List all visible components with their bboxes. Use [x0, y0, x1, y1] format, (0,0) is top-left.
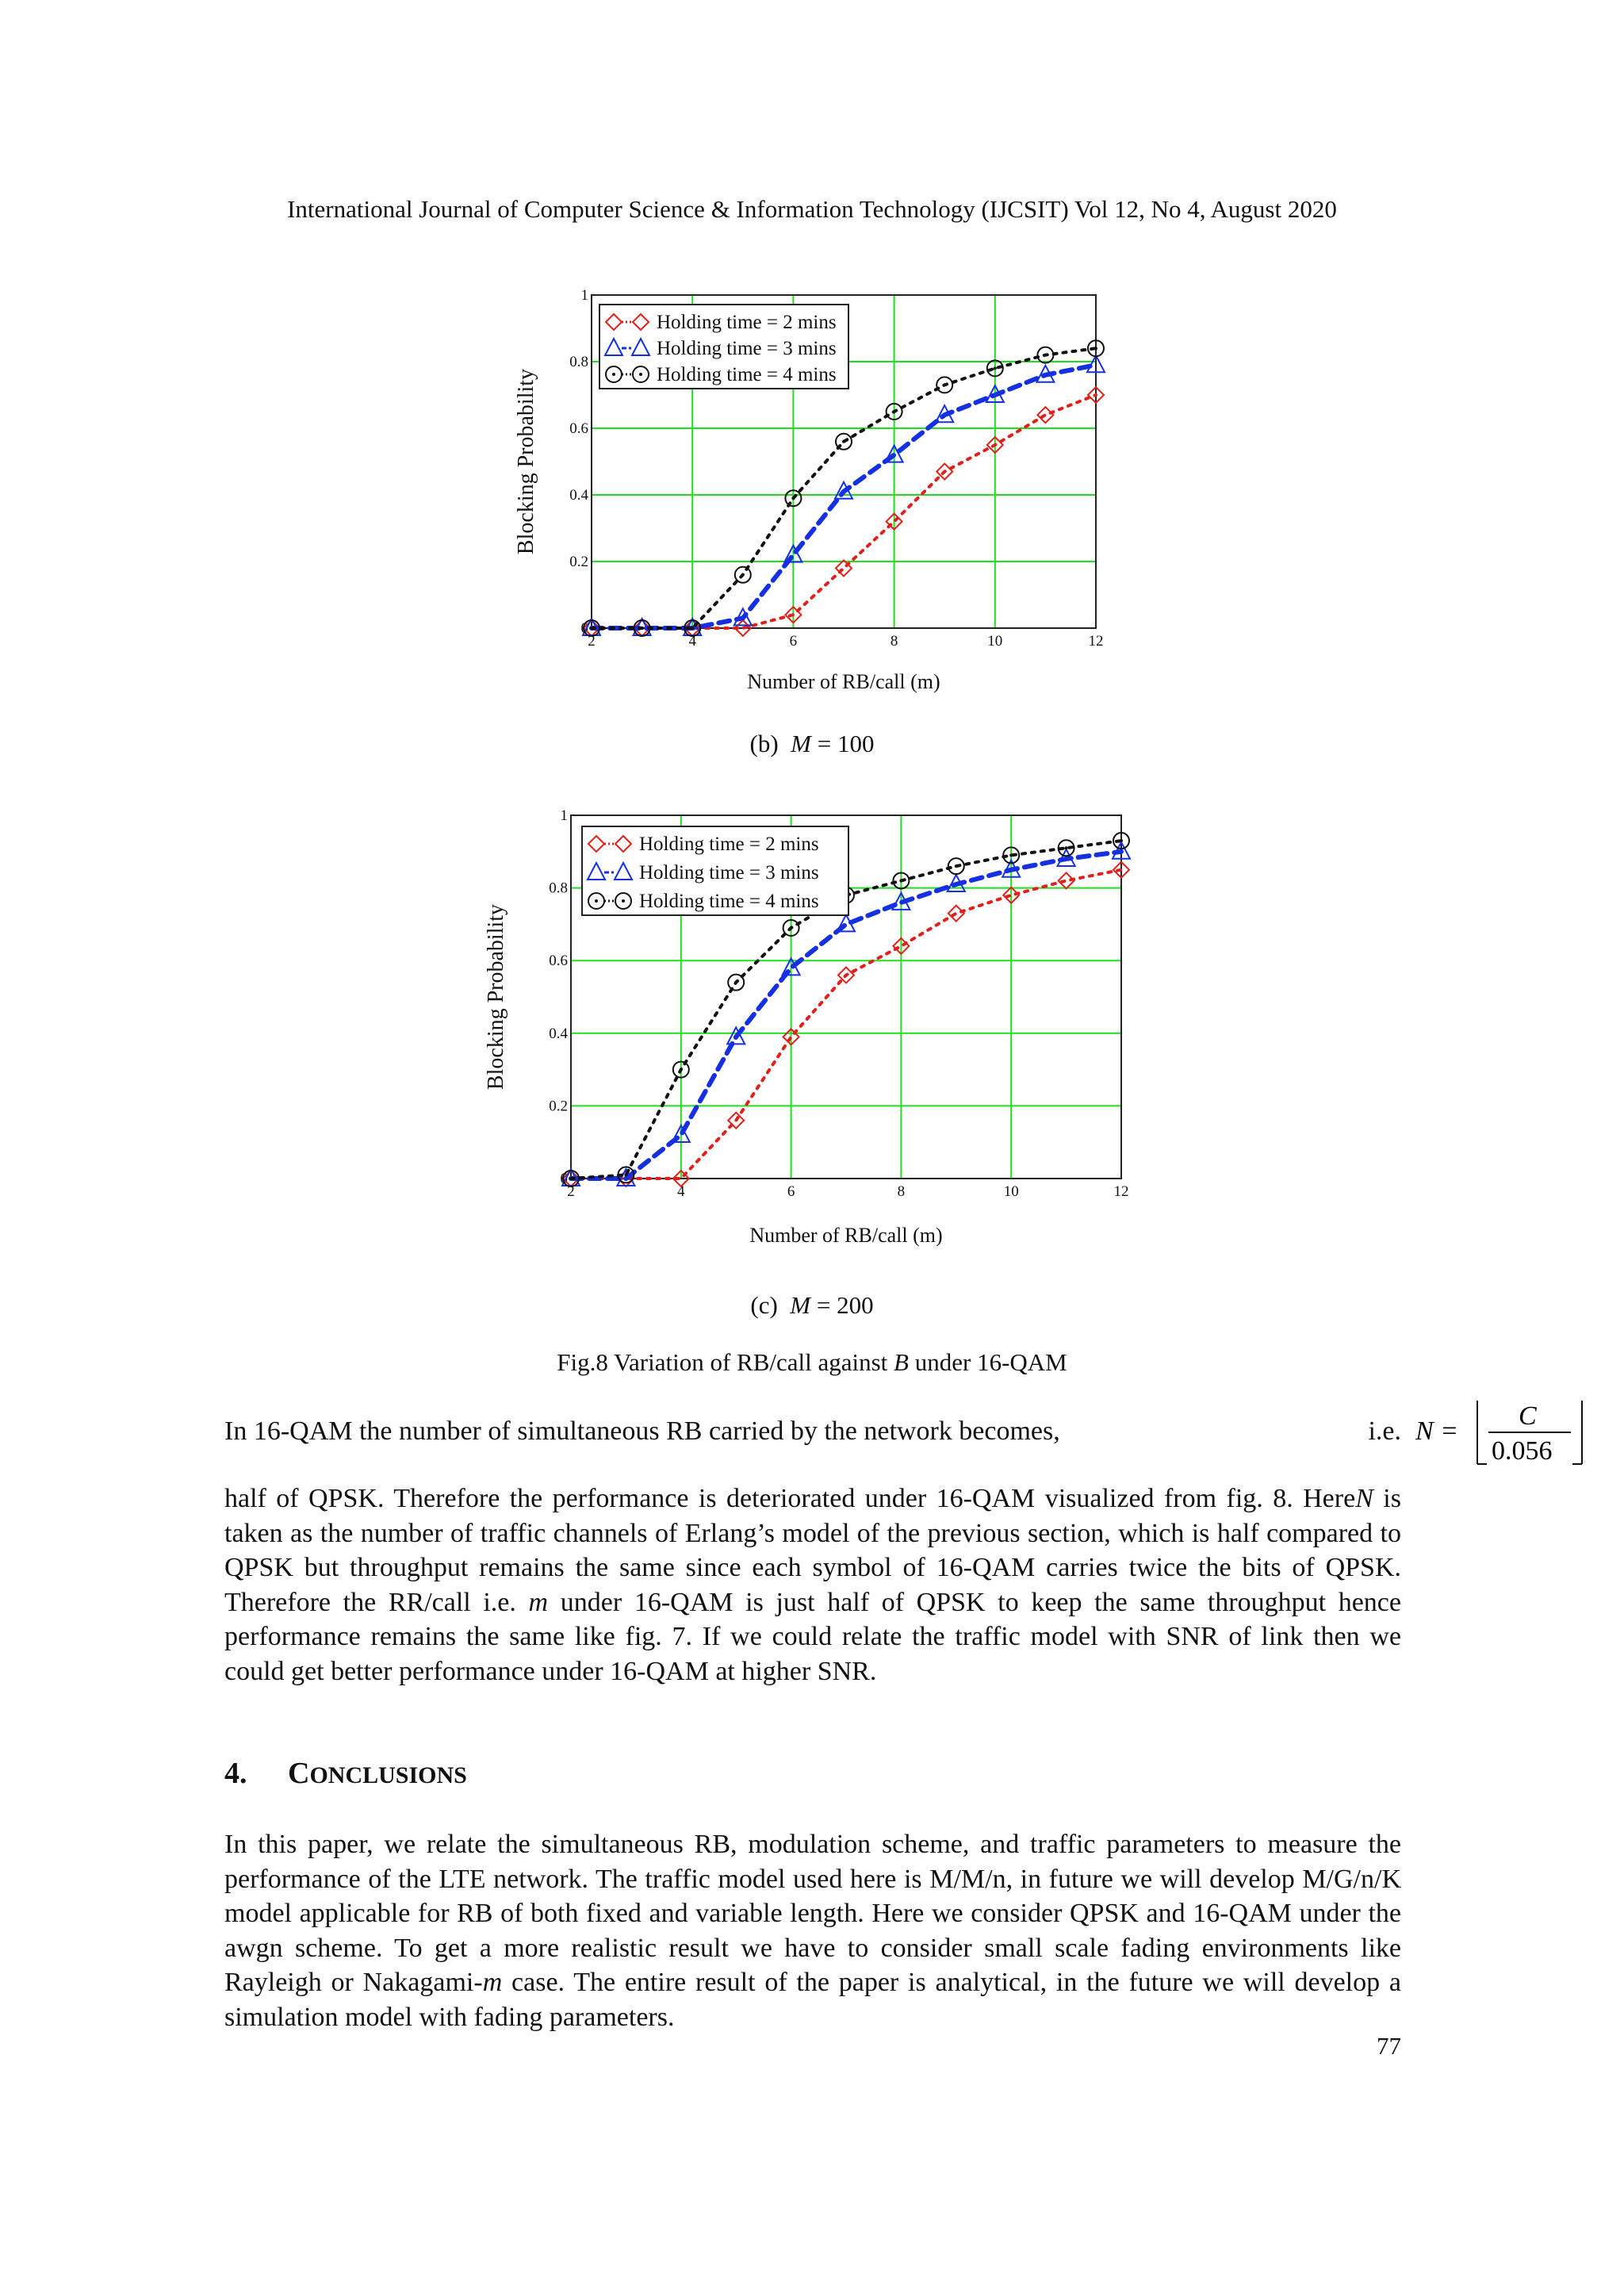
floor-equation [1415, 1396, 1624, 1467]
para1-var-n: N [1355, 1484, 1373, 1513]
section-title-first: C [288, 1757, 310, 1790]
equation-line [224, 1396, 1553, 1467]
equation-lhs: N = [1415, 1416, 1459, 1446]
chart-c-legend-marker-3a-dot [595, 899, 598, 903]
chart-c-ytick-label: 1 [560, 807, 568, 824]
figure-b-caption-rest: = 100 [811, 730, 875, 757]
para2-var-m: m [482, 1968, 503, 1997]
journal-header: International Journal of Computer Science & Information Technology (IJCSIT) Vol 12, No 4, August 2020 [287, 195, 1337, 223]
figure-b-caption-var: M [791, 730, 811, 757]
section-heading-conclusions [224, 1756, 467, 1791]
chart-c-legend-label-1: Holding time = 2 mins [639, 834, 819, 855]
chart-c-xtick-label: 8 [897, 1183, 906, 1200]
chart-b-legend-label-3: Holding time = 4 mins [657, 364, 837, 385]
chart-b-legend-label-1: Holding time = 2 mins [657, 312, 837, 333]
chart-b-ytick-label: 0.4 [569, 487, 588, 504]
para1-part2: is taken as the number of traffic channels of Erlang’s model of the previous section, which is half compared to QPSK but throughput remains the same since each symbol of 16-QAM carries twice the bits of QPSK. Therefore the RR/call i.e. [224, 1484, 1401, 1617]
chart-c-series-3-point-dot [790, 926, 793, 930]
chart-b-ytick-label: 0.2 [569, 554, 588, 570]
fig-caption-after: under 16-QAM [908, 1348, 1067, 1376]
chart-c-ytick-label: 0.2 [549, 1098, 568, 1115]
chart-b-xtick-label: 8 [890, 633, 898, 650]
chart-c-series-3-point-dot [1009, 853, 1013, 857]
chart-b-ytick-label: 0.6 [569, 420, 588, 437]
chart-b-xtick-label: 10 [987, 633, 1003, 650]
para2-part2: case. The entire result of the paper is analytical, in the future we will develop a simulation model with fading parameters. [224, 1968, 1402, 2032]
equation-numerator: C [1519, 1401, 1537, 1431]
chart-c-series-3-point-dot [624, 1173, 627, 1176]
chart-b-xtick-label: 12 [1088, 633, 1104, 650]
fig-caption-before: Fig.8 Variation of RB/call against [557, 1348, 894, 1376]
paragraph-conclusions [224, 1827, 1401, 2034]
para1-part3: under 16-QAM is just half of QPSK to keep the same throughput hence performance remains the same like fig. 7. If we could relate the traffic model with SNR of link then we could get better performance under 16-QAM at higher SNR. [224, 1587, 1401, 1686]
equation-lead-text: In 16-QAM the number of simultaneous RB carried by the network becomes, [224, 1416, 1060, 1446]
paragraph-16qam [224, 1481, 1401, 1688]
figure-c-caption-var: M [790, 1291, 811, 1319]
chart-c-xlabel: Number of RB/call (m) [749, 1224, 943, 1247]
section-number: 4. [224, 1757, 247, 1790]
chart-b-xlabel: Number of RB/call (m) [747, 670, 940, 693]
figure-c-caption-rest: = 200 [810, 1291, 874, 1319]
equation-after-text: i.e. [1368, 1416, 1401, 1446]
chart-b-legend-label-2: Holding time = 3 mins [657, 338, 837, 359]
chart-c-series-3-point-dot [680, 1068, 683, 1071]
chart-c-series-3-point [728, 975, 744, 991]
chart-b-ytick-label: 1 [580, 287, 588, 304]
chart-b-ytick-label: 0 [580, 620, 588, 637]
chart-c-series-3-point-dot [955, 864, 958, 868]
para1-var-m: m [528, 1587, 549, 1617]
equation-denominator: 0.056 [1492, 1436, 1553, 1466]
chart-c-xtick-label: 4 [677, 1183, 685, 1200]
chart-c-ytick-label: 0.4 [549, 1025, 568, 1042]
chart-c-series-3-point-dot [1120, 839, 1123, 842]
chart-c-series-3-point-dot [1065, 846, 1068, 849]
chart-c-legend-label-3: Holding time = 4 mins [639, 891, 819, 912]
chart-b-xtick-label: 4 [688, 633, 696, 650]
chart-c-xtick-label: 6 [787, 1183, 795, 1200]
para2-part1: In this paper, we relate the simultaneous RB, modulation scheme, and traffic parameters to measure the performance of the LTE network. The traffic model used here is M/M/n, in future we will develop M/G/n/K model applicable for RB of both fixed and variable length. Here we consider QPSK and 16-QAM under the awgn scheme. To get a more realistic result we have to consider small scale fading environments like Rayleigh or Nakagami- [224, 1830, 1401, 1997]
chart-c-xtick-label: 10 [1003, 1183, 1019, 1200]
chart-c-ylabel: Blocking Probability [484, 903, 508, 1091]
chart-c-xtick-label: 2 [567, 1183, 575, 1200]
chart-b-xtick-label: 6 [789, 633, 798, 650]
figure-c-caption-prefix: (c) [750, 1291, 778, 1319]
figure-8-caption [0, 1348, 1624, 1377]
figure-c-caption [0, 1291, 1624, 1320]
chart-c-series-3-point-dot [734, 981, 737, 984]
chart-c-series-3-point-dot [899, 879, 902, 882]
chart-c-ytick-label: 0.6 [549, 953, 568, 970]
chart-c-xtick-label: 12 [1113, 1183, 1129, 1200]
chart-c-ytick-label: 0 [560, 1171, 568, 1187]
chart-c-legend-label-2: Holding time = 3 mins [639, 862, 819, 884]
chart-b-xtick-label: 2 [588, 633, 596, 650]
para1-part1: half of QPSK. Therefore the performance is deteriorated under 16-QAM visualized from fig. 8. Here [224, 1484, 1356, 1513]
chart-c-ytick-label: 0.8 [549, 880, 568, 897]
section-title-rest: ONCLUSIONS [309, 1762, 467, 1788]
chart-b-ytick-label: 0.8 [569, 354, 588, 370]
page-number: 77 [1377, 2032, 1401, 2060]
fig-caption-var: B [894, 1348, 909, 1376]
chart-c-legend-marker-3b-dot [622, 899, 625, 903]
figure-b-caption-prefix: (b) [749, 730, 779, 757]
chart-c-series-3-point-dot [569, 1177, 573, 1180]
chart-b-ylabel: Blocking Probability [514, 368, 538, 555]
